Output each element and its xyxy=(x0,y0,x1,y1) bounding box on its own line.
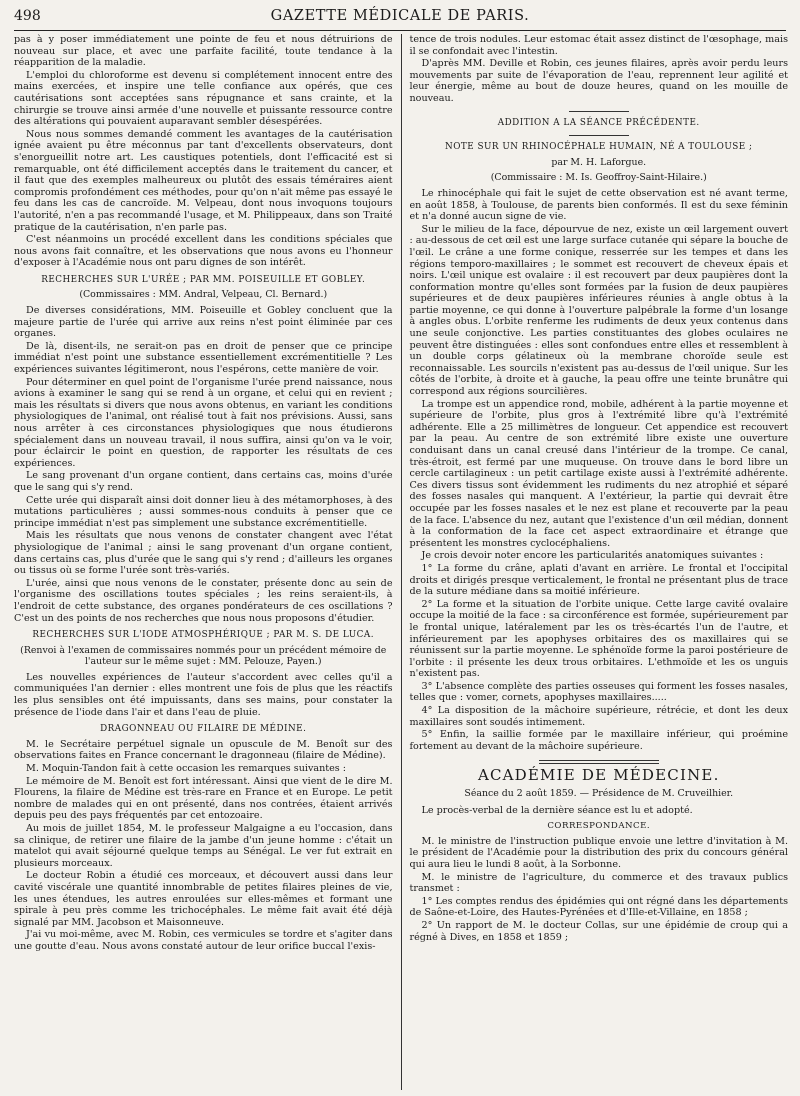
section-title-iode: RECHERCHES SUR L'IODE ATMOSPHÉRIQUE ; PAR M. S. DE LUCA. xyxy=(32,630,375,641)
paragraph: M. le ministre de l'instruction publique envoie une lettre d'invitation à M. le président de l'Académie pour la distribution des prix du concours général qui aura lieu le lundi 8 août, à la Sorbonne. xyxy=(409,835,788,870)
paragraph: 1° La forme du crâne, aplati d'avant en arrière. Le frontal et l'occipital droits et dirigés presque verticalement, le frontal ne présentant plus de trace de la suture médiane dans sa moitié inférieure. xyxy=(409,562,788,598)
paragraph: 3° L'absence complète des parties osseuses qui forment les fosses nasales, telles que : vomer, cornets, apophyses maxillaires..... xyxy=(409,680,788,704)
paragraph: 1° Les comptes rendus des épidémies qui ont régné dans les départements de Saône-et-Loire, des Hautes-Pyrénées et d'Ille-et-Villaine, en 1858 ; xyxy=(409,895,788,919)
section-title-dragonneau: DRAGONNEAU OU FILAIRE DE MÉDINE. xyxy=(100,724,307,735)
paragraph: M. Moquin-Tandon fait à cette occasion les remarques suivantes : xyxy=(26,763,347,775)
paragraph: Je crois devoir noter encore les particularités anatomiques suivantes : xyxy=(421,550,764,562)
academy-heading: ACADÉMIE DE MÉDECINE. xyxy=(477,766,720,785)
paragraph: Le mémoire de M. Benoît est fort intéressant. Ainsi que vient de le dire M. Flourens, la filaire de Médine est très-rare en France et en Europe. Le petit nombre de malades qui en ont présenté, dans nos contrées, étaient arrivés depuis peu des pays fréquentés par cet entozoaire. xyxy=(14,775,393,822)
paragraph: D'après MM. Deville et Robin, ces jeunes filaires, après avoir perdu leurs mouvements par suite de l'évaporation de l'eau, reprennent leur agilité et leur énergie, même au bout de douze heures, quand on les mouille de nouveau. xyxy=(409,58,788,104)
paragraph: Le docteur Robin a étudié ces morceaux, et découvert aussi dans leur cavité viscérale une quantité innombrable de petites filaires pleines de vie, les unes étendues, les autres enroulées sur elles-mêmes et formant une spirale à peu près comme les trichocéphales. Le même fait avait été déjà signalé par MM. Jacobson et Maisonneuve. xyxy=(14,870,393,928)
note-title: NOTE SUR UN RHINOCÉPHALE HUMAIN, NÉ A TOULOUSE ; xyxy=(445,142,753,153)
right-column xyxy=(401,34,789,1090)
paragraph: De diverses considérations, MM. Poiseuille et Gobley concluent que la majeure partie de l'urée qui arrive aux reins n'est point éliminée par ces organes. xyxy=(14,305,393,340)
section-renvoi: (Renvoi à l'examen de commissaires nommés pour un précédent mémoire de l'auteur sur le même sujet : MM. Pelouze, Payen.) xyxy=(20,644,387,668)
paragraph: 5° Enfin, la saillie formée par le maxillaire inférieur, qui proémine fortement au devant de la mâchoire supérieure. xyxy=(409,729,788,752)
separator-rule xyxy=(569,135,629,136)
paragraph: De là, disent-ils, ne serait-on pas en droit de penser que ce principe immédiat n'est point une substance essentiellement excrémentitielle ? Les expériences suivantes légitimeront, nous l'espérons, cette manière de voir. xyxy=(14,340,393,376)
paragraph: L'emploi du chloroforme est devenu si complétement innocent entre des mains exercées, et inspire une telle confiance aux opérés, que ces cautérisations sont acceptées sans répugnance et sans crainte, et la chirurgie se trouve ainsi armée d'une nouvelle et puissante ressource contre des altérations qui pouvaient auparavant sembler désespérées. xyxy=(14,69,393,128)
paragraph: Cette urée qui disparaît ainsi doit donner lieu à des métamorphoses, à des mutations particulières ; aussi sommes-nous conduits à penser que ce principe immédiat n'est pas simplement une substance excrémentitielle. xyxy=(14,494,393,529)
paragraph: Le rhinocéphale qui fait le sujet de cette observation est né avant terme, en août 1858, à Toulouse, de parents bien conformés. Il est du sexe féminin et n'a donné aucun signe de vie. xyxy=(409,187,788,223)
paragraph: Les nouvelles expériences de l'auteur s'accordent avec celles qu'il a communiquées l'an dernier : elles montrent une fois de plus que les réactifs les plus sensibles ont été impuissants, dans ses mains, pour constater la présence de l'iode dans l'air et dans l'eau de pluie. xyxy=(14,671,393,718)
paragraph: tence de trois nodules. Leur estomac était assez distinct de l'œsophage, mais il se confondait avec l'intestin. xyxy=(409,34,788,57)
paragraph: Sur le milieu de la face, dépourvue de nez, existe un œil largement ouvert : au-dessous de cet œil est une large surface cutanée qui sépare la bouche de l'œil. Le crâne a une forme conique, resserrée sur les tempes et dans les régions temporo-maxillaires ; le sommet est recouvert de cheveux épais et noirs. L'œil unique est ovalaire : il est recouvert par deux paupières dont la conformation montre qu'elles sont formées par la fusion de deux paupières supérieures et de deux paupières inférieures réunies à angle obtus à la partie moyenne, ce qui donne à l'ouverture palpébrale la forme d'un losange à angles obus. L'orbite renferme les rudiments de deux yeux contenus dans une seule conjonctive. Les parties constituantes des globes oculaires ne peuvent être distinguées : elles sont confondues entre elles et ressemblent à un double corps gélatineux où la membrane choroïde seule est reconnaissable. Les sourcils n'existent pas au-dessus de l'œil unique. Sur les côtés de l'orbite, à droite et à gauche, la peau offre une teinte brunâtre qui correspond aux régions sourcilières. xyxy=(409,223,788,398)
columns xyxy=(14,34,788,1090)
paragraph: La trompe est un appendice rond, mobile, adhérent à la partie moyenne et supérieure de l'orbite, plus gros à l'extrémité libre qu'à l'extrémité adhérente. Elle a 25 millimètres de longueur. Cet appendice est recouvert par la peau. Au centre de son extrémité libre existe une ouverture conduisant dans un canal creusé dans l'intérieur de la trompe. Ce canal, très-étroit, est fermé par une muqueuse. On trouve dans le bord libre un cercle cartilagineux : un petit cartilage existe aussi à l'extrémité adhérente. Ces divers tissus sont évidemment les rudiments du nez atrophié et séparé des fosses nasales qui manquent. A l'extérieur, la partie qui devrait être occupée par les fosses nasales et le nez est plane et recouverte par la peau de la face. L'absence du nez, autant que l'existence d'un œil médian, donnent à la conformation de la face cet aspect extraordinaire et étrange que présentent les monstres cyclocéphaliens. xyxy=(409,398,788,549)
section-commissaires: (Commissaires : MM. Andral, Velpeau, Cl. Bernard.) xyxy=(79,289,328,301)
paragraph: pas à y poser immédiatement une pointe de feu et nous détruirions de nouveau sur place, et avec une parfaite facilité, toute tendance à la réapparition de la maladie. xyxy=(14,34,393,69)
section-title-uree: RECHERCHES SUR L'URÉE ; PAR MM. POISEUILLE ET GOBLEY. xyxy=(41,274,366,285)
paragraph: Nous nous sommes demandé comment les avantages de la cautérisation ignée avaient pu être méconnus par tant d'excellents observateurs, dont s'enorgueillit notre art. Les caustiques potentiels, dont l'efficacité est si remarquable, ont été difficilement acceptés dans le traitement du cancer, et il faut que des exemples malheureux ou plutôt des essais téméraires aient compromis profondément ces méthodes, pour qu'on n'ait même pas essayé le feu dans les cas de cancroïde. M. Velpeau, dont nous invoquons toujours l'autorité, n'en a pas recommandé l'usage, et M. Philippeaux, dans son Traité pratique de la cautérisation, n'en parle pas. xyxy=(14,128,393,233)
separator-rule xyxy=(569,111,629,112)
paragraph: J'ai vu moi-même, avec M. Robin, ces vermicules se tordre et s'agiter dans une goutte d'eau. Nous avons constaté autour de leur orifice buccal l'exis- xyxy=(14,929,393,952)
page-number: 498 xyxy=(14,8,41,24)
seance-line: Séance du 2 août 1859. — Présidence de M. Cruveilhier. xyxy=(464,788,734,800)
paragraph: 2° Un rapport de M. le docteur Collas, sur une épidémie de croup qui a régné à Dives, en 1858 et 1859 ; xyxy=(409,919,788,943)
page-header xyxy=(14,8,786,31)
left-column xyxy=(14,34,401,1090)
note-commissaire: (Commissaire : M. Is. Geoffroy-Saint-Hilaire.) xyxy=(490,172,707,184)
paragraph: L'urée, ainsi que nous venons de le constater, présente donc au sein de l'organisme des oscillations toutes spéciales ; les reins seraient-ils, à l'endroit de cette substance, des organes pondérateurs de ces oscillations ? C'est un des points de nos recherches que nous nous proposons d'étudier. xyxy=(14,577,393,624)
section-title-addition: ADDITION A LA SÉANCE PRÉCÉDENTE. xyxy=(497,117,700,128)
correspondance-heading: CORRESPONDANCE. xyxy=(547,821,651,832)
paragraph: Pour déterminer en quel point de l'organisme l'urée prend naissance, nous avions à examiner le sang qui se rend à un organe, et celui qui en revient ; mais les résultats si divers que nous avons obtenus, en variant les conditions physiologiques de l'animal, ont réalisé tout à fait nos prévisions. Aussi, sans nous arrêter à ces circonstances physiologiques que nous étudierons spécialement dans un nouveau travail, il nous suffira, ainsi qu'on va le voir, pour éclaircir le point en question, de rapporter les résultats de ces expériences. xyxy=(14,376,393,469)
paragraph: 2° La forme et la situation de l'orbite unique. Cette large cavité ovalaire occupe la moitié de la face : sa circonférence est formée, supérieurement par le frontal unique, latéralement par les os très-écartés l'un de l'autre, et inférieurement par les apophyses orbitaires des os maxillaires qui se réunissent sur la partie moyenne. Le sphénoïde forme la paroi postérieure de l'orbite : il présente les deux trous orbitaires. L'ethmoïde et les os unguis n'existent pas. xyxy=(409,598,788,680)
paragraph: C'est néanmoins un procédé excellent dans les conditions spéciales que nous avons fait connaître, et les observations que nous avons eu l'honneur d'exposer à l'Académie nous ont paru dignes de son intérêt. xyxy=(14,234,393,269)
paragraph: 4° La disposition de la mâchoire supérieure, rétrécie, et dont les deux maxillaires sont soudés intimement. xyxy=(409,705,788,728)
journal-title: GAZETTE MÉDICALE DE PARIS. xyxy=(270,8,530,24)
section-divider xyxy=(539,760,659,764)
paragraph: Au mois de juillet 1854, M. le professeur Malgaigne a eu l'occasion, dans sa clinique, de retirer une filaire de la jambe d'un jeune homme : c'était un matelot qui avait séjourné quelque temps au Sénégal. Le ver fut extrait en plusieurs morceaux. xyxy=(14,823,393,869)
paragraph: Le procès-verbal de la dernière séance est lu et adopté. xyxy=(421,804,693,816)
paragraph: Mais les résultats que nous venons de constater changent avec l'état physiologique de l'animal ; ainsi le sang provenant d'un organe contient, dans certains cas, plus d'urée que le sang qui s'y rend ; d'ailleurs les organes ou tissus où se forme l'urée sont très-variés. xyxy=(14,530,393,577)
paragraph: M. le ministre de l'agriculture, du commerce et des travaux publics transmet : xyxy=(409,871,788,895)
paragraph: M. le Secrétaire perpétuel signale un opuscule de M. Benoît sur des observations faites en France concernant le dragonneau (filaire de Médine). xyxy=(14,738,393,762)
note-author: par M. H. Laforgue. xyxy=(551,156,647,168)
paragraph: Le sang provenant d'un organe contient, dans certains cas, moins d'urée que le sang qui s'y rend. xyxy=(14,470,393,493)
